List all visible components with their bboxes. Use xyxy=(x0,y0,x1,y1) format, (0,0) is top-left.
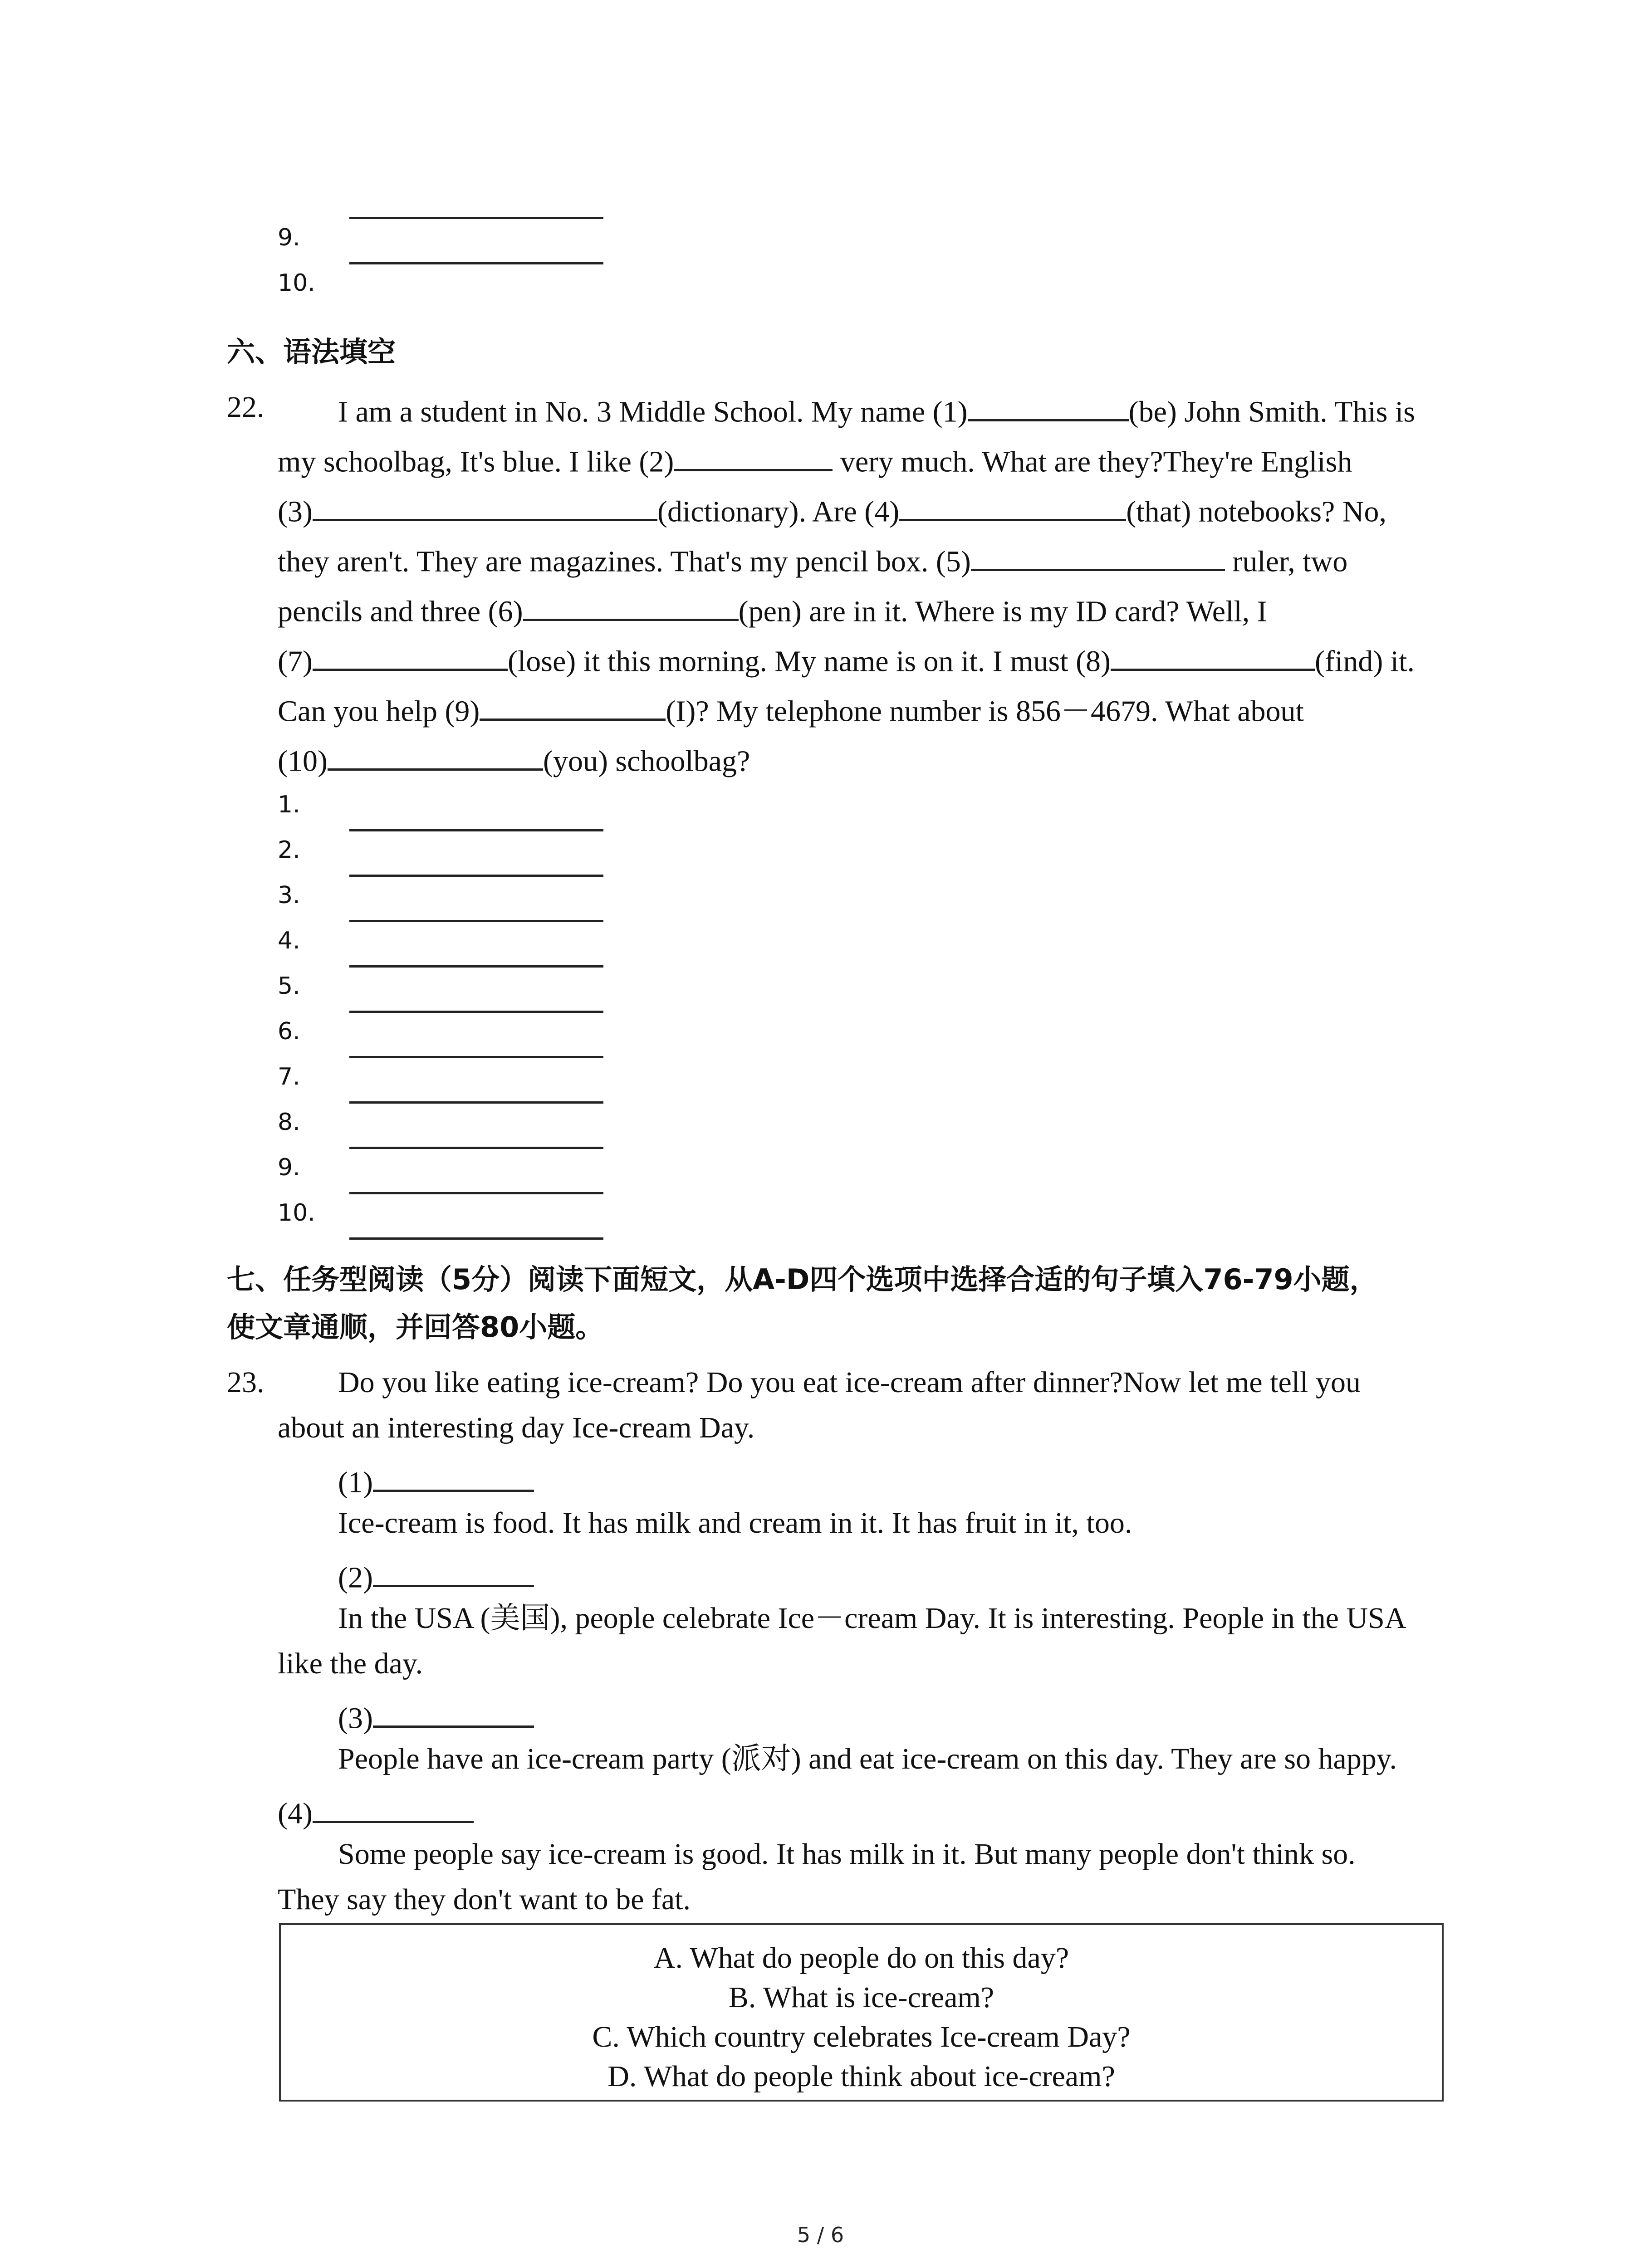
q23-blank-1-line xyxy=(338,1463,534,1497)
top-answer-blank-0[interactable] xyxy=(349,217,603,219)
q23-blank-4[interactable] xyxy=(313,1794,474,1823)
answer-blank-4[interactable] xyxy=(349,965,603,968)
q23-para-1: Ice-cream is food. It has milk and cream in it. It has fruit in it, too. xyxy=(338,1506,1132,1540)
q22-text: very much. What are they?They're English xyxy=(833,445,1352,479)
page-number: 5 / 6 xyxy=(797,2223,844,2247)
answer-label-7: 7. xyxy=(278,1063,300,1090)
q22-blank-9[interactable] xyxy=(480,692,666,721)
q23-blank-3-line xyxy=(338,1699,534,1733)
option-b: B. What is ice-cream? xyxy=(728,1981,994,2014)
q22-line-2 xyxy=(278,442,1352,477)
q23-para-4-line-2: They say they don't want to be fat. xyxy=(278,1883,691,1916)
q22-blank-8[interactable] xyxy=(1111,642,1315,671)
answer-blank-10[interactable] xyxy=(349,1237,603,1240)
q22-blank-2[interactable] xyxy=(674,442,833,471)
question-22-number: 22. xyxy=(227,391,265,424)
q22-line-3 xyxy=(278,492,1386,527)
q22-blank-5[interactable] xyxy=(971,542,1225,571)
q22-blank-1[interactable] xyxy=(968,392,1129,421)
q22-text: (you) schoolbag? xyxy=(543,744,750,778)
q22-blank-6[interactable] xyxy=(523,592,739,621)
answer-label-8: 8. xyxy=(278,1109,300,1136)
q23-blank-3[interactable] xyxy=(373,1699,534,1728)
q23-para-4-line-1: Some people say ice-cream is good. It has milk in it. But many people don't think so. xyxy=(338,1838,1356,1871)
q22-text: (be) John Smith. This is xyxy=(1128,395,1415,429)
answer-blank-3[interactable] xyxy=(349,920,603,922)
answer-blank-9[interactable] xyxy=(349,1192,603,1194)
top-answer-label-9: 9. xyxy=(278,224,300,251)
q22-text: (pen) are in it. Where is my ID card? Well, I xyxy=(738,595,1267,628)
q22-line-5 xyxy=(278,592,1267,626)
answer-blank-1[interactable] xyxy=(349,829,603,831)
section6-title: 六、语法填空 xyxy=(227,335,396,368)
q22-text: (10) xyxy=(278,744,328,778)
answer-label-10: 10. xyxy=(278,1199,315,1227)
top-answer-blank-9[interactable] xyxy=(349,262,603,264)
q22-text: (find) it. xyxy=(1315,645,1415,678)
q22-text: (3) xyxy=(278,495,313,528)
q22-text: my schoolbag, It's blue. I like (2) xyxy=(278,445,674,479)
q22-text: (that) notebooks? No, xyxy=(1126,495,1386,528)
q22-blank-4[interactable] xyxy=(899,492,1126,521)
q23-para-2-line-1: In the USA (美国), people celebrate Ice－cream Day. It is interesting. People in the USA xyxy=(338,1602,1406,1635)
answer-blank-6[interactable] xyxy=(349,1056,603,1058)
option-d: D. What do people think about ice-cream? xyxy=(607,2060,1115,2093)
answer-label-1: 1. xyxy=(278,791,300,818)
answer-label-5: 5. xyxy=(278,973,300,1000)
answer-label-6: 6. xyxy=(278,1018,300,1045)
q23-blank-label: (2) xyxy=(338,1561,373,1594)
q22-text: ruler, two xyxy=(1225,545,1348,578)
q22-text: (dictionary). Are (4) xyxy=(657,495,900,528)
answer-label-2: 2. xyxy=(278,836,300,864)
answer-label-9: 9. xyxy=(278,1154,300,1181)
answer-blank-8[interactable] xyxy=(349,1147,603,1149)
answer-blank-5[interactable] xyxy=(349,1011,603,1013)
options-box xyxy=(279,1923,1444,2102)
q22-text: Can you help (9) xyxy=(278,694,480,728)
q23-intro-line-1: Do you like eating ice-cream? Do you eat ice-cream after dinner?Now let me tell you xyxy=(338,1366,1361,1399)
q22-blank-7[interactable] xyxy=(313,642,508,671)
q22-text: (I)? My telephone number is 856－4679. What about xyxy=(666,694,1304,728)
q22-text: (7) xyxy=(278,645,313,678)
section7-title-line-2: 使文章通顺，并回答80小题。 xyxy=(227,1310,604,1344)
q23-blank-label: (3) xyxy=(338,1701,373,1735)
q23-para-3: People have an ice-cream party (派对) and eat ice-cream on this day. They are so happy. xyxy=(338,1742,1397,1775)
q22-line-7 xyxy=(278,692,1304,726)
q22-text: I am a student in No. 3 Middle School. My name (1) xyxy=(338,395,968,429)
q23-intro-line-2: about an interesting day Ice-cream Day. xyxy=(278,1411,755,1444)
q23-blank-label: (1) xyxy=(338,1466,373,1499)
q23-blank-1[interactable] xyxy=(373,1463,534,1492)
option-c: C. Which country celebrates Ice-cream Day? xyxy=(592,2020,1131,2053)
answer-blank-7[interactable] xyxy=(349,1101,603,1104)
answer-blank-2[interactable] xyxy=(349,875,603,877)
q22-text: they aren't. They are magazines. That's my pencil box. (5) xyxy=(278,545,971,578)
q22-line-4 xyxy=(278,542,1347,577)
q22-blank-10[interactable] xyxy=(328,742,543,771)
q22-line-8 xyxy=(278,742,750,776)
q23-blank-2-line xyxy=(338,1558,534,1593)
q23-blank-2[interactable] xyxy=(373,1558,534,1587)
answer-label-3: 3. xyxy=(278,882,300,909)
q23-para-2-line-2: like the day. xyxy=(278,1647,423,1680)
q23-blank-4-line xyxy=(278,1794,474,1828)
answer-label-4: 4. xyxy=(278,927,300,954)
top-answer-label-10: 10. xyxy=(278,269,315,297)
q22-text: (lose) it this morning. My name is on it. I must (8) xyxy=(507,645,1111,678)
section7-title-line-1: 七、任务型阅读（5分）阅读下面短文，从A-D四个选项中选择合适的句子填入76-79小题， xyxy=(227,1263,1378,1296)
option-a: A. What do people do on this day? xyxy=(653,1941,1069,1975)
q22-line-6 xyxy=(278,642,1415,676)
q22-line-1 xyxy=(338,392,1415,427)
q23-blank-label: (4) xyxy=(278,1797,313,1830)
q22-blank-3[interactable] xyxy=(313,492,657,521)
q22-text: pencils and three (6) xyxy=(278,595,523,628)
question-23-number: 23. xyxy=(227,1366,265,1399)
